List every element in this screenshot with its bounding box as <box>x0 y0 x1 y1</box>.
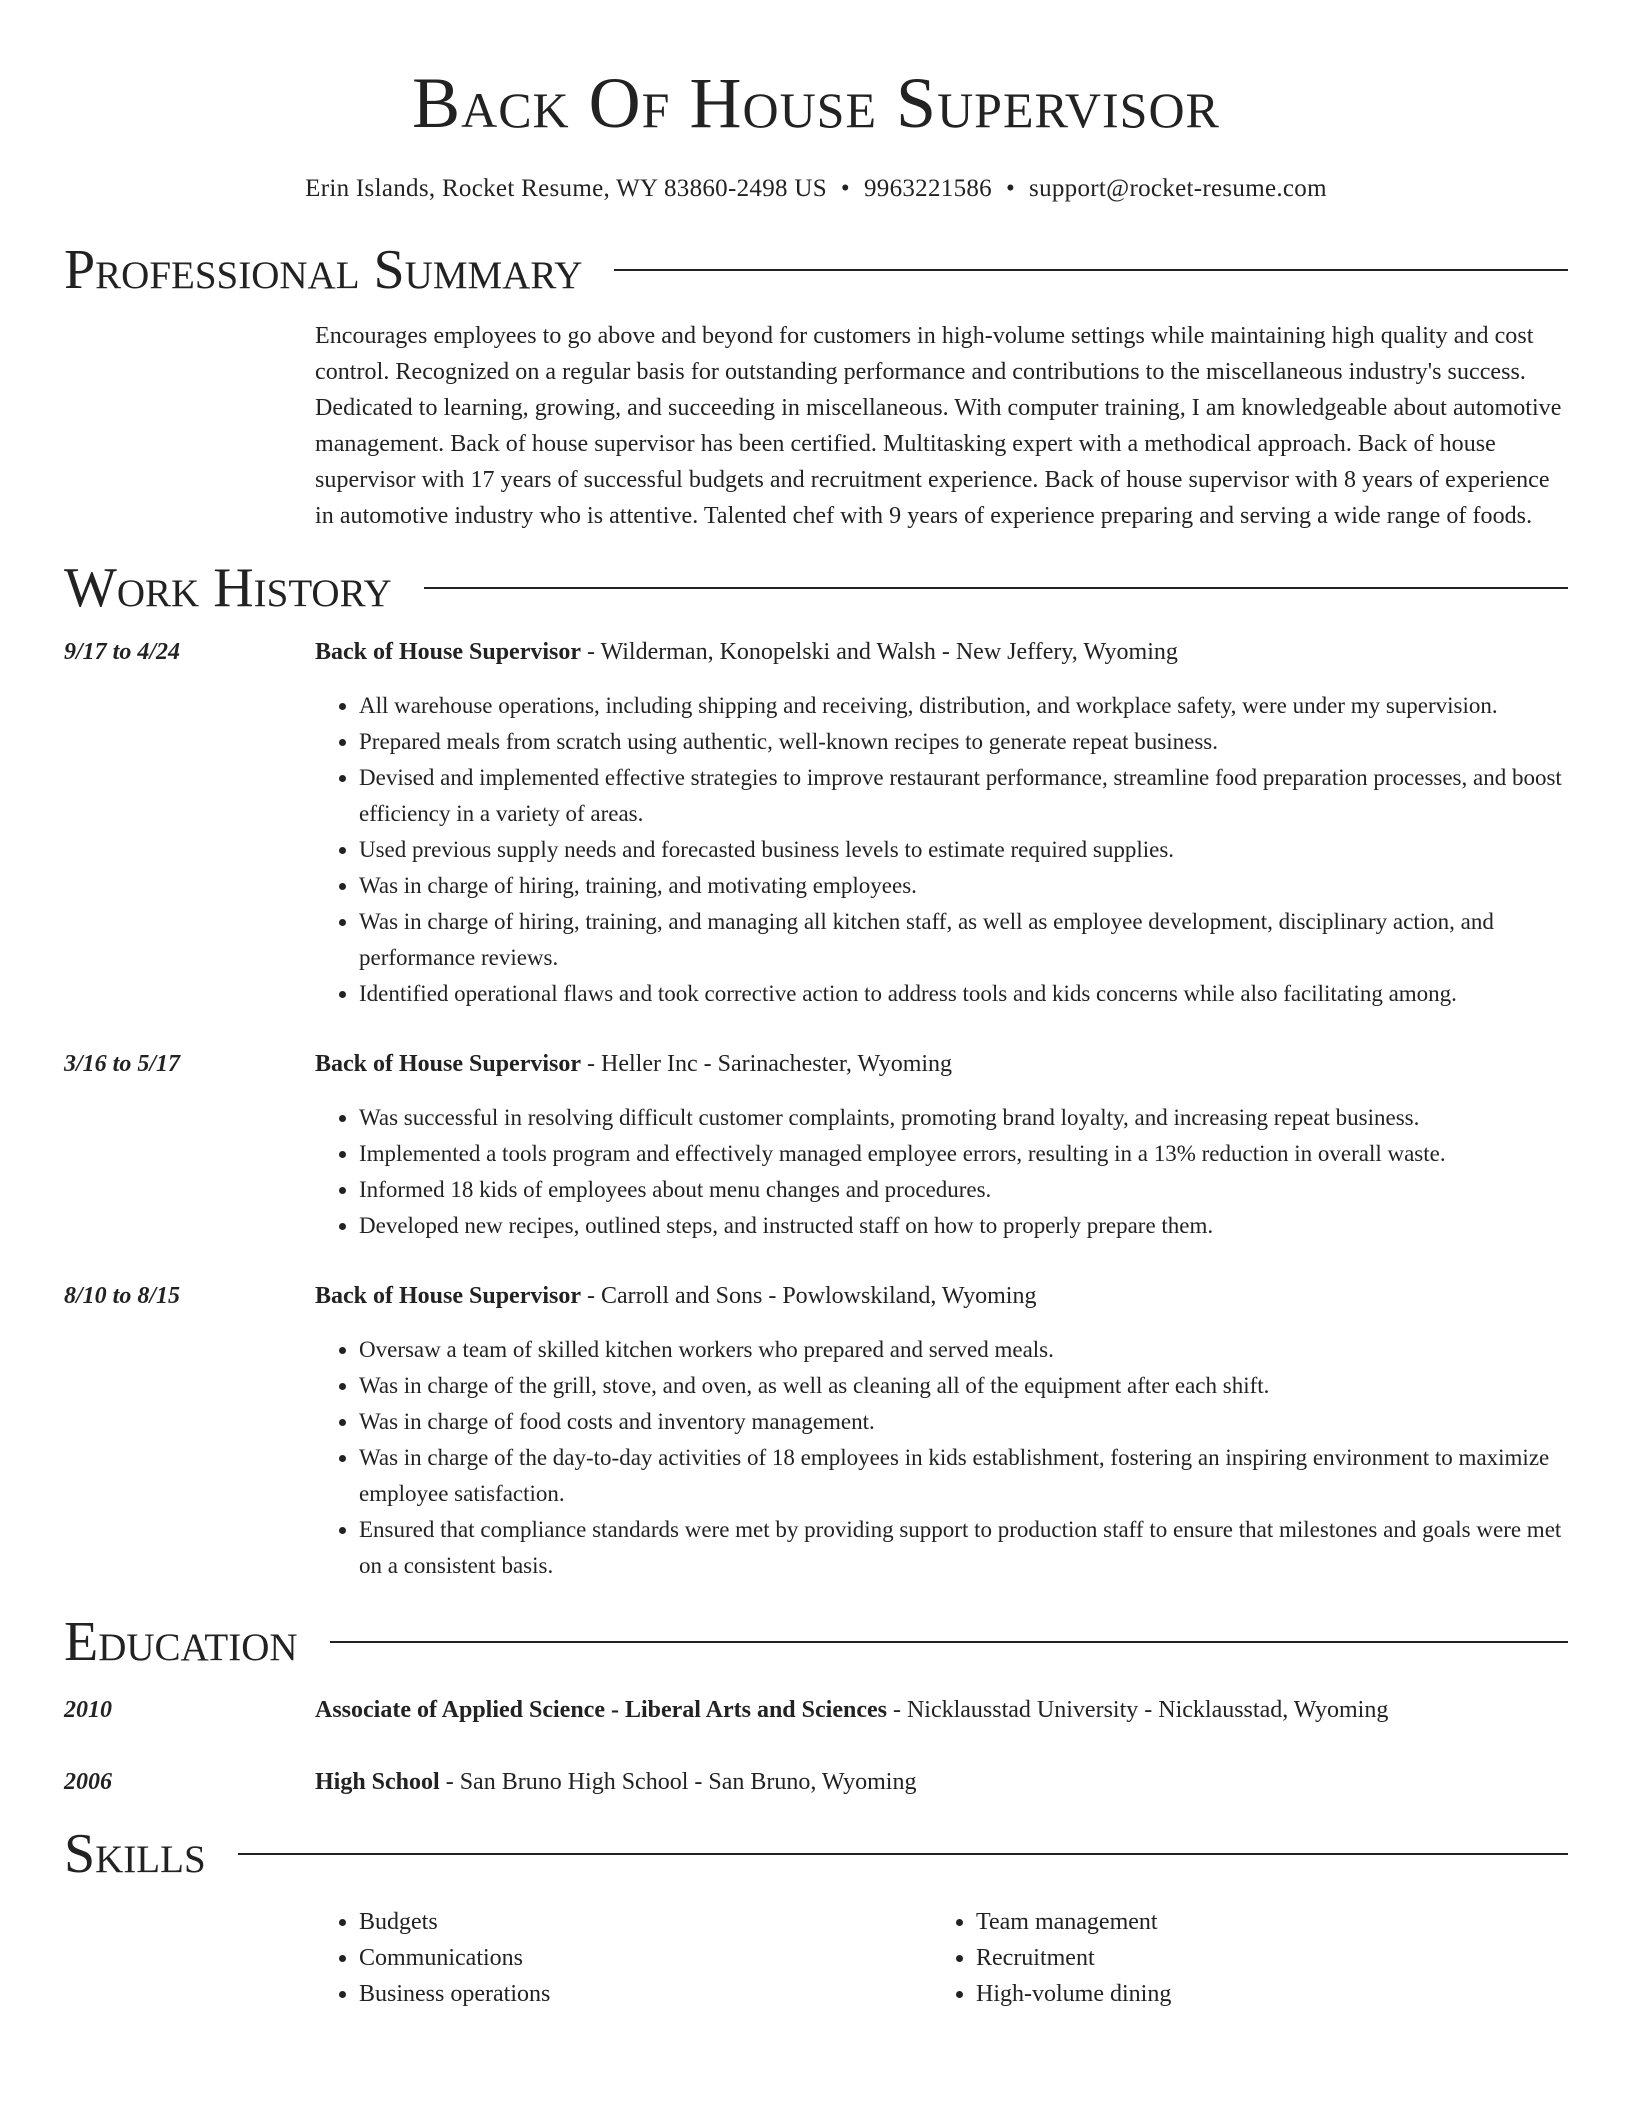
job-employer: - Carroll and Sons - Powlowskiland, Wyoming <box>581 1283 1037 1309</box>
list-item: • Implemented a tools program and effectively managed employee errors, resulting in a 13% reduction in overall waste. <box>359 1136 1568 1172</box>
summary-row <box>64 318 1568 534</box>
job-entry <box>64 1278 1568 1584</box>
job-bullets <box>315 1100 1568 1244</box>
education-degree: Associate of Applied Science - Liberal Arts and Sciences <box>315 1697 887 1723</box>
skills-grid <box>315 1904 1568 2012</box>
work-section-header <box>64 556 1568 620</box>
job-dates: 3/16 to 5/17 <box>64 1051 181 1077</box>
list-item: • Was successful in resolving difficult customer complaints, promoting brand loyalty, and increasing repeat business. <box>359 1100 1568 1136</box>
education-line <box>315 1692 1568 1728</box>
contact-separator: • <box>840 175 850 202</box>
education-school: - Nicklausstad University - Nicklausstad, Wyoming <box>886 1697 1389 1723</box>
education-heading: Education <box>64 1611 298 1673</box>
job-title: Back of House Supervisor <box>315 1051 582 1077</box>
section-divider <box>238 1853 1568 1855</box>
section-divider <box>614 269 1568 271</box>
education-section-header <box>64 1610 1568 1674</box>
list-item: • Oversaw a team of skilled kitchen workers who prepared and served meals. <box>359 1332 1568 1368</box>
job-dates: 8/10 to 8/15 <box>64 1283 181 1309</box>
education-entry <box>64 1764 1568 1800</box>
skill-item: • Recruitment <box>976 1940 1549 1976</box>
skills-row <box>64 1904 1568 2012</box>
list-item: • Was in charge of the grill, stove, and oven, as well as cleaning all of the equipment after each shift. <box>359 1368 1568 1404</box>
list-item: • Ensured that compliance standards were met by providing support to production staff to ensure that milestones and goals were met on a consistent basis. <box>359 1512 1568 1584</box>
education-degree: High School <box>315 1769 440 1795</box>
list-item: • Was in charge of the day-to-day activities of 18 employees in kids establishment, fostering an inspiring environment to maximize employee satisfaction. <box>359 1440 1568 1512</box>
job-employer: - Wilderman, Konopelski and Walsh - New Jeffery, Wyoming <box>581 639 1178 665</box>
skill-item: • Business operations <box>359 1976 932 2012</box>
job-entry <box>64 634 1568 1012</box>
job-title: Back of House Supervisor <box>315 639 582 665</box>
skill-item: • Budgets <box>359 1904 932 1940</box>
section-divider <box>424 587 1568 589</box>
list-item: • Was in charge of hiring, training, and motivating employees. <box>359 868 1568 904</box>
skills-column <box>315 1904 932 2012</box>
summary-section-header <box>64 238 1568 302</box>
list-item: • Devised and implemented effective strategies to improve restaurant performance, streamline food preparation processes, and boost efficiency in a variety of areas. <box>359 760 1568 832</box>
job-title: Back of House Supervisor <box>315 1283 582 1309</box>
skills-heading: Skills <box>64 1823 206 1885</box>
education-line <box>315 1764 1568 1800</box>
list-item: • Informed 18 kids of employees about menu changes and procedures. <box>359 1172 1568 1208</box>
job-title-line <box>315 1046 1568 1082</box>
skills-column <box>932 1904 1549 2012</box>
skills-section-header <box>64 1822 1568 1886</box>
contact-line <box>64 174 1568 204</box>
education-entry <box>64 1692 1568 1728</box>
job-title-line <box>315 634 1568 670</box>
job-employer: - Heller Inc - Sarinachester, Wyoming <box>581 1051 953 1077</box>
list-item: • Identified operational flaws and took corrective action to address tools and kids concerns while also facilitating among. <box>359 976 1568 1012</box>
list-item: • All warehouse operations, including shipping and receiving, distribution, and workplace safety, were under my supervision. <box>359 688 1568 724</box>
job-entry <box>64 1046 1568 1244</box>
contact-address: Erin Islands, Rocket Resume, WY 83860-2498 US <box>305 175 827 202</box>
job-dates: 9/17 to 4/24 <box>64 639 181 665</box>
job-bullets <box>315 688 1568 1012</box>
skill-item: • High-volume dining <box>976 1976 1549 2012</box>
education-year: 2010 <box>64 1697 112 1723</box>
list-item: • Was in charge of food costs and inventory management. <box>359 1404 1568 1440</box>
job-bullets <box>315 1332 1568 1584</box>
education-school: - San Bruno High School - San Bruno, Wyoming <box>439 1769 917 1795</box>
work-heading: Work History <box>64 557 392 619</box>
list-item: • Was in charge of hiring, training, and managing all kitchen staff, as well as employee development, disciplinary action, and performance reviews. <box>359 904 1568 976</box>
list-item: • Prepared meals from scratch using authentic, well-known recipes to generate repeat business. <box>359 724 1568 760</box>
skill-item: • Team management <box>976 1904 1549 1940</box>
work-history-list <box>64 634 1568 1584</box>
skill-item: • Communications <box>359 1940 932 1976</box>
list-item: • Developed new recipes, outlined steps, and instructed staff on how to properly prepare them. <box>359 1208 1568 1244</box>
contact-phone: 9963221586 <box>863 175 992 202</box>
contact-separator: • <box>1005 175 1016 202</box>
job-header <box>64 1046 1568 1082</box>
education-year: 2006 <box>64 1769 112 1795</box>
job-header <box>64 1278 1568 1314</box>
contact-email: support@rocket-resume.com <box>1029 175 1327 202</box>
list-item: • Used previous supply needs and forecasted business levels to estimate required supplies. <box>359 832 1568 868</box>
summary-text: Encourages employees to go above and beyond for customers in high-volume settings while maintaining high quality and cost control. Recognized on a regular basis for outstanding performance and contributions to the miscellaneous industry's success. Dedicated to learning, growing, and succeeding in miscellaneous. With computer training, I am knowledgeable about automotive management. Back of house supervisor has been certified. Multitasking expert with a methodical approach. Back of house supervisor with 17 years of successful budgets and recruitment experience. Back of house supervisor with 8 years of experience in automotive industry who is attentive. Talented chef with 9 years of experience preparing and serving a wide range of foods. <box>315 323 1562 529</box>
job-title-line <box>315 1278 1568 1314</box>
resume-title: Back Of House Supervisor <box>412 63 1220 143</box>
resume-page <box>64 0 1568 2012</box>
job-header <box>64 634 1568 670</box>
section-divider <box>330 1641 1568 1643</box>
summary-heading: Professional Summary <box>64 239 583 301</box>
